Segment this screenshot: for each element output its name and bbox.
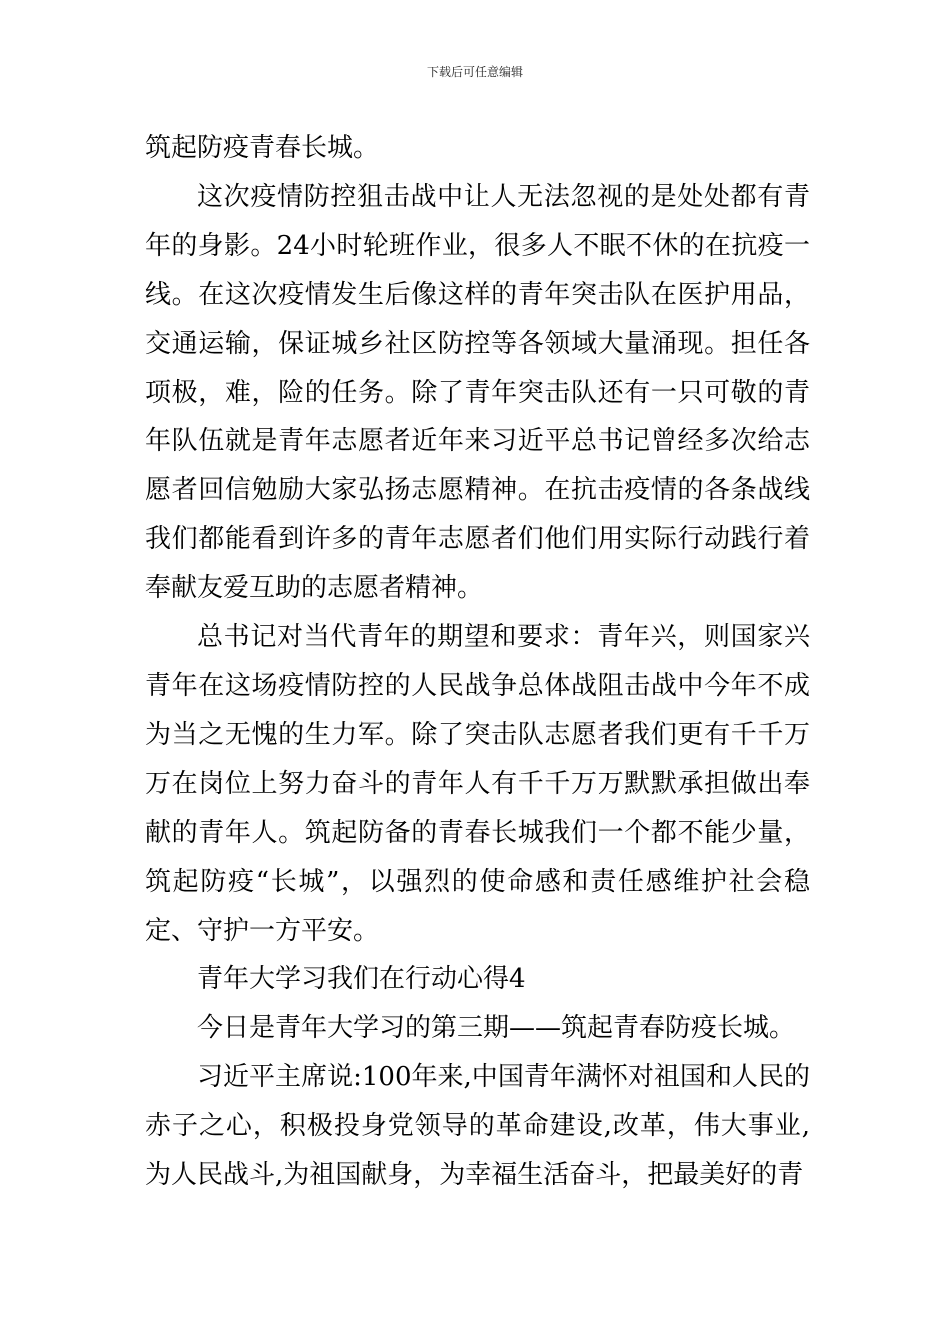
paragraph-5: 习近平主席说:100年来,中国青年满怀对祖国和人民的赤子之心，积极投身党领导的革命建设,改革，伟大事业,为人民战斗,为祖国献身，为幸福生活奋斗，把最美好的青 — [145, 1062, 810, 1191]
section-heading: 青年大学习我们在行动心得4 — [197, 964, 526, 995]
paragraph-4: 今日是青年大学习的第三期——筑起青春防疫长城。 — [197, 1013, 796, 1044]
paragraph-2: 这次疫情防控狙击战中让人无法忽视的是处处都有青年的身影。24小时轮班作业，很多人不眠不休的在抗疫一线。在这次疫情发生后像这样的青年突击队在医护用品，交通运输，保证城乡社区防控等各领域大量涌现。担任各项极，难，险的任务。除了青年突击队还有一只可敬的青年队伍就是青年志愿者近年来习近平总书记曾经多次给志愿者回信勉励大家弘扬志愿精神。在抗击疫情的各条战线我们都能看到许多的青年志愿者们他们用实际行动践行着奉献友爱互助的志愿者精神。 — [145, 181, 810, 604]
page-header: 下载后可任意编辑 — [426, 65, 523, 79]
paragraph-1: 筑起防疫青春长城。 — [145, 133, 380, 163]
paragraph-3: 总书记对当代青年的期望和要求：青年兴，则国家兴青年在这场疫情防控的人民战争总体战阻击战中今年不成为当之无愧的生力军。除了突击队志愿者我们更有千千万万在岗位上努力奋斗的青年人有千千万万默默承担做出奉献的青年人。筑起防备的青春长城我们一个都不能少量，筑起防疫“长城”，以强烈的使命感和责任感维护社会稳定、守护一方平安。 — [145, 622, 810, 946]
document-body — [145, 124, 810, 1200]
